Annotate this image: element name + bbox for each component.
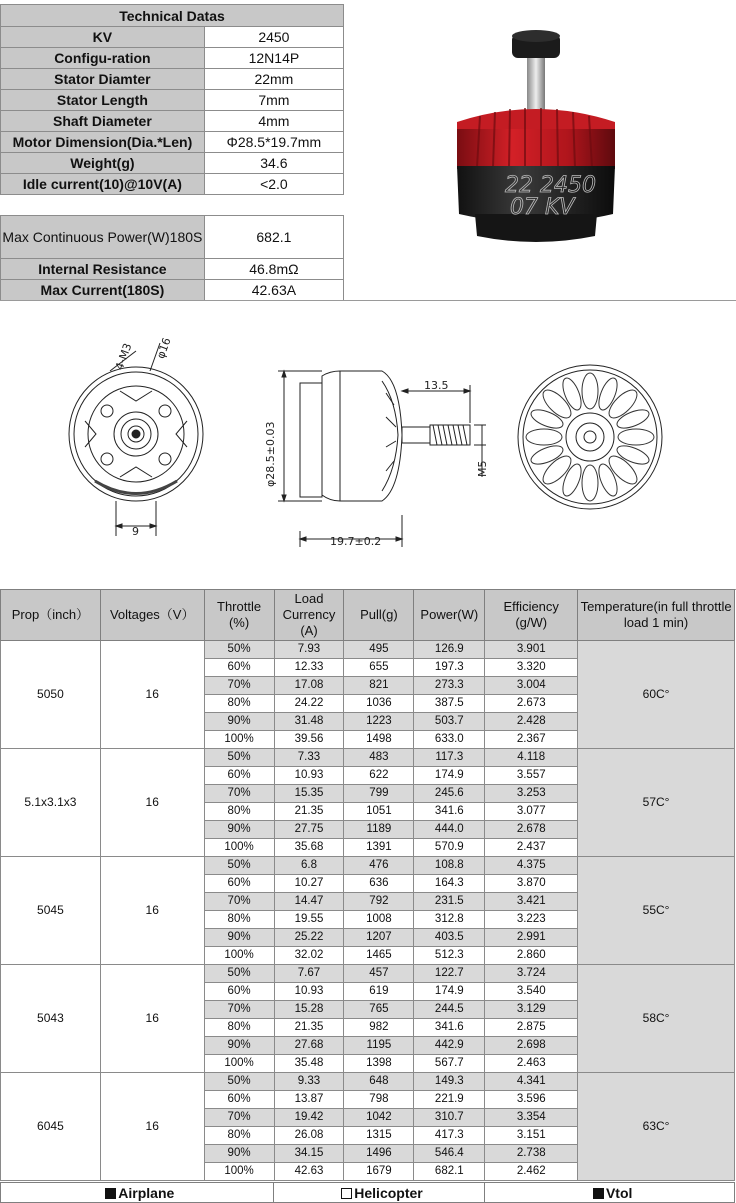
spec-label: Motor Dimension(Dia.*Len) xyxy=(1,132,205,153)
current-cell: 10.27 xyxy=(274,875,344,893)
efficiency-cell: 3.870 xyxy=(485,875,578,893)
pull-cell: 1465 xyxy=(344,947,414,965)
rear-view xyxy=(518,365,662,509)
power-cell: 126.9 xyxy=(414,641,485,659)
current-cell: 10.93 xyxy=(274,767,344,785)
power-cell: 341.6 xyxy=(414,803,485,821)
throttle-cell: 60% xyxy=(204,983,274,1001)
efficiency-cell: 3.724 xyxy=(485,965,578,983)
dim-label: 13.5 xyxy=(424,379,449,392)
power-cell: 117.3 xyxy=(414,749,485,767)
spec-title: Technical Datas xyxy=(1,5,344,27)
table-row xyxy=(1,857,735,875)
efficiency-cell: 3.421 xyxy=(485,893,578,911)
throttle-cell: 80% xyxy=(204,911,274,929)
dim-label: 9 xyxy=(132,525,139,538)
power-cell: 310.7 xyxy=(414,1109,485,1127)
temperature-cell: 60C° xyxy=(578,641,735,749)
pull-cell: 636 xyxy=(344,875,414,893)
column-header: Voltages（V） xyxy=(100,590,204,641)
pull-cell: 1223 xyxy=(344,713,414,731)
efficiency-cell: 2.991 xyxy=(485,929,578,947)
efficiency-cell: 3.151 xyxy=(485,1127,578,1145)
column-header: Load Currency (A) xyxy=(274,590,344,641)
pull-cell: 799 xyxy=(344,785,414,803)
efficiency-cell: 3.354 xyxy=(485,1109,578,1127)
throttle-cell: 80% xyxy=(204,1127,274,1145)
dim-label: φ28.5±0.03 xyxy=(264,421,277,487)
power-cell: 122.7 xyxy=(414,965,485,983)
column-header: Throttle (%) xyxy=(204,590,274,641)
table-header-row xyxy=(1,590,735,641)
efficiency-cell: 4.341 xyxy=(485,1073,578,1091)
current-cell: 27.75 xyxy=(274,821,344,839)
current-cell: 26.08 xyxy=(274,1127,344,1145)
current-cell: 25.22 xyxy=(274,929,344,947)
current-cell: 31.48 xyxy=(274,713,344,731)
throttle-cell: 70% xyxy=(204,1001,274,1019)
throttle-cell: 90% xyxy=(204,821,274,839)
pull-cell: 792 xyxy=(344,893,414,911)
spec-label: Stator Length xyxy=(1,90,205,111)
pull-cell: 1398 xyxy=(344,1055,414,1073)
column-header: Temperature(in full throttle load 1 min) xyxy=(578,590,735,641)
pull-cell: 1498 xyxy=(344,731,414,749)
throttle-cell: 80% xyxy=(204,1019,274,1037)
power-cell: 417.3 xyxy=(414,1127,485,1145)
power-cell: 149.3 xyxy=(414,1073,485,1091)
pull-cell: 1207 xyxy=(344,929,414,947)
throttle-cell: 60% xyxy=(204,875,274,893)
voltage-cell: 16 xyxy=(100,1073,204,1181)
power-cell: 512.3 xyxy=(414,947,485,965)
pull-cell: 655 xyxy=(344,659,414,677)
prop-cell: 5045 xyxy=(1,857,101,965)
aircraft-type-legend xyxy=(0,1182,735,1203)
throttle-cell: 100% xyxy=(204,947,274,965)
voltage-cell: 16 xyxy=(100,749,204,857)
prop-cell: 6045 xyxy=(1,1073,101,1181)
side-view xyxy=(264,371,489,548)
efficiency-cell: 2.875 xyxy=(485,1019,578,1037)
power-cell: 633.0 xyxy=(414,731,485,749)
spec-value: 34.6 xyxy=(204,153,343,174)
filled-square-icon xyxy=(105,1188,116,1199)
dim-label: M5 xyxy=(476,460,489,477)
current-cell: 7.33 xyxy=(274,749,344,767)
power-cell: 312.8 xyxy=(414,911,485,929)
power-cell: 503.7 xyxy=(414,713,485,731)
prop-cell: 5043 xyxy=(1,965,101,1073)
throttle-cell: 60% xyxy=(204,659,274,677)
efficiency-cell: 2.367 xyxy=(485,731,578,749)
legend-label: Vtol xyxy=(605,1184,633,1201)
efficiency-cell: 3.223 xyxy=(485,911,578,929)
power-cell: 570.9 xyxy=(414,839,485,857)
power-cell: 164.3 xyxy=(414,875,485,893)
spec-label: Shaft Diameter xyxy=(1,111,205,132)
power-cell: 341.6 xyxy=(414,1019,485,1037)
current-cell: 35.68 xyxy=(274,839,344,857)
dim-label: 4-M3 xyxy=(112,341,135,372)
prop-cell: 5050 xyxy=(1,641,101,749)
table-body xyxy=(1,641,735,1181)
engraving-text: 22 2450 xyxy=(505,173,596,198)
power-cell: 546.4 xyxy=(414,1145,485,1163)
current-cell: 9.33 xyxy=(274,1073,344,1091)
spec-label: Weight(g) xyxy=(1,153,205,174)
efficiency-cell: 2.437 xyxy=(485,839,578,857)
throttle-cell: 70% xyxy=(204,677,274,695)
pull-cell: 765 xyxy=(344,1001,414,1019)
efficiency-cell: 3.253 xyxy=(485,785,578,803)
power-cell: 273.3 xyxy=(414,677,485,695)
current-cell: 14.47 xyxy=(274,893,344,911)
spec-label: Idle current(10)@10V(A) xyxy=(1,174,205,195)
current-cell: 35.48 xyxy=(274,1055,344,1073)
throttle-cell: 100% xyxy=(204,731,274,749)
voltage-cell: 16 xyxy=(100,641,204,749)
spec-value: 2450 xyxy=(204,27,343,48)
performance-table xyxy=(0,589,735,1181)
throttle-cell: 100% xyxy=(204,1163,274,1181)
efficiency-cell: 2.462 xyxy=(485,1163,578,1181)
voltage-cell: 16 xyxy=(100,965,204,1073)
prop-cell: 5.1x3.1x3 xyxy=(1,749,101,857)
column-header: Pull(g) xyxy=(344,590,414,641)
spec-value: 46.8mΩ xyxy=(204,259,343,280)
efficiency-cell: 4.118 xyxy=(485,749,578,767)
pull-cell: 1315 xyxy=(344,1127,414,1145)
power-cell: 387.5 xyxy=(414,695,485,713)
pull-cell: 619 xyxy=(344,983,414,1001)
spec-label: Stator Diamter xyxy=(1,69,205,90)
legend-label: Airplane xyxy=(118,1184,175,1201)
current-cell: 21.35 xyxy=(274,1019,344,1037)
current-cell: 42.63 xyxy=(274,1163,344,1181)
legend-label: Helicopter xyxy=(354,1184,423,1201)
pull-cell: 495 xyxy=(344,641,414,659)
current-cell: 10.93 xyxy=(274,983,344,1001)
throttle-cell: 90% xyxy=(204,713,274,731)
spec-value: 682.1 xyxy=(204,216,343,259)
spec-value: 7mm xyxy=(204,90,343,111)
temperature-cell: 57C° xyxy=(578,749,735,857)
throttle-cell: 60% xyxy=(204,1091,274,1109)
spec-value: <2.0 xyxy=(204,174,343,195)
throttle-cell: 50% xyxy=(204,965,274,983)
power-cell: 174.9 xyxy=(414,767,485,785)
throttle-cell: 70% xyxy=(204,1109,274,1127)
spec-label: Configu-ration xyxy=(1,48,205,69)
efficiency-cell: 3.540 xyxy=(485,983,578,1001)
empty-square-icon xyxy=(341,1188,352,1199)
throttle-cell: 90% xyxy=(204,929,274,947)
pull-cell: 622 xyxy=(344,767,414,785)
power-cell: 231.5 xyxy=(414,893,485,911)
voltage-cell: 16 xyxy=(100,857,204,965)
pull-cell: 1042 xyxy=(344,1109,414,1127)
spec-value: 42.63A xyxy=(204,280,343,301)
dim-label: φ16 xyxy=(154,335,174,361)
legend-item-airplane xyxy=(1,1183,274,1203)
pull-cell: 1391 xyxy=(344,839,414,857)
pull-cell: 1051 xyxy=(344,803,414,821)
throttle-cell: 50% xyxy=(204,1073,274,1091)
current-cell: 19.42 xyxy=(274,1109,344,1127)
pull-cell: 476 xyxy=(344,857,414,875)
efficiency-cell: 2.463 xyxy=(485,1055,578,1073)
temperature-cell: 63C° xyxy=(578,1073,735,1181)
efficiency-cell: 3.077 xyxy=(485,803,578,821)
efficiency-cell: 3.901 xyxy=(485,641,578,659)
power-cell: 174.9 xyxy=(414,983,485,1001)
power-cell: 444.0 xyxy=(414,821,485,839)
throttle-cell: 100% xyxy=(204,839,274,857)
filled-square-icon xyxy=(593,1188,604,1199)
current-cell: 13.87 xyxy=(274,1091,344,1109)
efficiency-cell: 3.004 xyxy=(485,677,578,695)
current-cell: 24.22 xyxy=(274,695,344,713)
spec-value: 4mm xyxy=(204,111,343,132)
pull-cell: 1195 xyxy=(344,1037,414,1055)
spec-label: Max Continuous Power(W)180S xyxy=(1,216,205,259)
current-cell: 15.35 xyxy=(274,785,344,803)
current-cell: 32.02 xyxy=(274,947,344,965)
current-cell: 19.55 xyxy=(274,911,344,929)
pull-cell: 1036 xyxy=(344,695,414,713)
current-cell: 6.8 xyxy=(274,857,344,875)
efficiency-cell: 2.428 xyxy=(485,713,578,731)
efficiency-cell: 2.673 xyxy=(485,695,578,713)
spec-value: 12N14P xyxy=(204,48,343,69)
dimension-drawing xyxy=(0,301,736,589)
current-cell: 39.56 xyxy=(274,731,344,749)
pull-cell: 1008 xyxy=(344,911,414,929)
efficiency-cell: 3.557 xyxy=(485,767,578,785)
legend-item-vtol xyxy=(485,1183,735,1203)
pull-cell: 457 xyxy=(344,965,414,983)
table-row xyxy=(1,641,735,659)
front-view xyxy=(69,336,203,538)
power-cell: 108.8 xyxy=(414,857,485,875)
throttle-cell: 70% xyxy=(204,785,274,803)
throttle-cell: 50% xyxy=(204,641,274,659)
column-header: Prop（inch） xyxy=(1,590,101,641)
spec-value: Φ28.5*19.7mm xyxy=(204,132,343,153)
power-cell: 682.1 xyxy=(414,1163,485,1181)
table-row xyxy=(1,749,735,767)
pull-cell: 648 xyxy=(344,1073,414,1091)
power-cell: 442.9 xyxy=(414,1037,485,1055)
pull-cell: 1189 xyxy=(344,821,414,839)
throttle-cell: 100% xyxy=(204,1055,274,1073)
spec-label: KV xyxy=(1,27,205,48)
throttle-cell: 90% xyxy=(204,1145,274,1163)
efficiency-cell: 4.375 xyxy=(485,857,578,875)
pull-cell: 982 xyxy=(344,1019,414,1037)
throttle-cell: 60% xyxy=(204,767,274,785)
temperature-cell: 55C° xyxy=(578,857,735,965)
dim-label: 19.7±0.2 xyxy=(330,535,382,548)
pull-cell: 1496 xyxy=(344,1145,414,1163)
technical-drawing xyxy=(0,301,736,589)
temperature-cell: 58C° xyxy=(578,965,735,1073)
power-cell: 403.5 xyxy=(414,929,485,947)
pull-cell: 483 xyxy=(344,749,414,767)
column-header: Efficiency (g/W) xyxy=(485,590,578,641)
throttle-cell: 80% xyxy=(204,695,274,713)
table-row xyxy=(1,1073,735,1091)
power-cell: 197.3 xyxy=(414,659,485,677)
throttle-cell: 80% xyxy=(204,803,274,821)
efficiency-cell: 2.738 xyxy=(485,1145,578,1163)
pull-cell: 798 xyxy=(344,1091,414,1109)
current-cell: 34.15 xyxy=(274,1145,344,1163)
engraving-text: 07 KV xyxy=(510,195,575,220)
efficiency-cell: 3.320 xyxy=(485,659,578,677)
efficiency-cell: 2.860 xyxy=(485,947,578,965)
current-cell: 7.93 xyxy=(274,641,344,659)
spec-label: Max Current(180S) xyxy=(1,280,205,301)
efficiency-cell: 3.596 xyxy=(485,1091,578,1109)
efficiency-cell: 2.698 xyxy=(485,1037,578,1055)
current-cell: 7.67 xyxy=(274,965,344,983)
current-cell: 21.35 xyxy=(274,803,344,821)
spec-label: Internal Resistance xyxy=(1,259,205,280)
power-cell: 221.9 xyxy=(414,1091,485,1109)
motor-photo xyxy=(345,4,736,300)
pull-cell: 821 xyxy=(344,677,414,695)
throttle-cell: 50% xyxy=(204,749,274,767)
technical-data-table xyxy=(0,4,344,301)
power-cell: 245.6 xyxy=(414,785,485,803)
motor-illustration xyxy=(345,4,736,300)
power-cell: 567.7 xyxy=(414,1055,485,1073)
power-cell: 244.5 xyxy=(414,1001,485,1019)
current-cell: 15.28 xyxy=(274,1001,344,1019)
efficiency-cell: 3.129 xyxy=(485,1001,578,1019)
efficiency-cell: 2.678 xyxy=(485,821,578,839)
throttle-cell: 50% xyxy=(204,857,274,875)
column-header: Power(W) xyxy=(414,590,485,641)
legend-item-helicopter xyxy=(273,1183,485,1203)
pull-cell: 1679 xyxy=(344,1163,414,1181)
spec-value: 22mm xyxy=(204,69,343,90)
throttle-cell: 70% xyxy=(204,893,274,911)
table-row xyxy=(1,965,735,983)
throttle-cell: 90% xyxy=(204,1037,274,1055)
current-cell: 27.68 xyxy=(274,1037,344,1055)
current-cell: 12.33 xyxy=(274,659,344,677)
current-cell: 17.08 xyxy=(274,677,344,695)
